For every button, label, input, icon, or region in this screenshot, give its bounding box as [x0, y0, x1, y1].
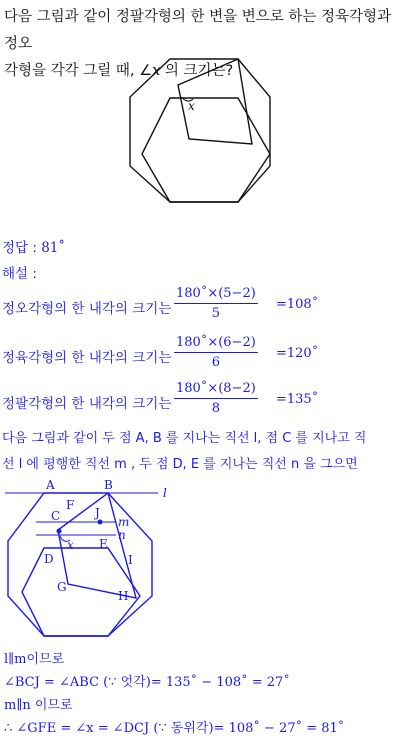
explanation-paragraph [2, 426, 398, 478]
conclusion-line-4: ∴ ∠GFE = ∠x = ∠DCJ (∵ 동위각)= 108˚ − 27˚ = 81˚ [4, 721, 345, 736]
conclusion-line-1: l∥m이므로 [4, 652, 65, 667]
angle-symbol: ∠ [139, 63, 153, 79]
label-F: F [66, 498, 75, 512]
fraction-1 [174, 286, 258, 321]
fraction-3 [174, 381, 258, 416]
label-D: D [44, 552, 54, 566]
question-line-1: 다음 그림과 같이 정팔각형의 한 변을 변으로 하는 정육각형과 정오 [4, 9, 392, 52]
answer [2, 236, 65, 256]
label-x: x [67, 538, 74, 552]
octagon-shape [130, 59, 270, 202]
conclusion [4, 648, 398, 740]
hexagon-shape [142, 98, 270, 202]
label-l: l [163, 486, 167, 500]
label-G: G [57, 580, 67, 594]
result-3: =135˚ [276, 392, 319, 407]
fraction-3-denominator: 8 [211, 401, 221, 416]
label-E: E [99, 537, 108, 551]
figure-octagon-hexagon-pentagon [0, 0, 400, 220]
paragraph-line-2: 선 l 에 평행한 직선 m , 두 점 D, E 를 지나는 직선 n 을 그으면 [2, 457, 358, 472]
point-J-dot [98, 520, 103, 525]
conclusion-line-3: m∥n 이므로 [4, 698, 73, 713]
result-2: =120˚ [276, 346, 319, 361]
label-A: A [46, 478, 55, 492]
label-H: H [118, 589, 129, 603]
fraction-1-numerator: 180˚×(5−2) [174, 286, 258, 304]
fraction-2 [174, 335, 258, 370]
question-line-2-suffix: 의 크기는? [160, 63, 234, 79]
result-1: =108˚ [276, 297, 319, 312]
paragraph-line-1: 다음 그림과 같이 두 점 A, B 를 지나는 직선 l, 점 C 를 지나고 직 [2, 431, 367, 446]
label-n: n [118, 528, 126, 542]
variable-x: x [152, 63, 161, 79]
label-m: m [118, 515, 130, 529]
figure1-label-x: x [188, 99, 195, 113]
fraction-3-numerator: 180˚×(8−2) [174, 381, 258, 399]
label-I: I [128, 553, 133, 567]
fraction-1-denominator: 5 [211, 306, 221, 321]
explanation-row-2-text: 정육각형의 한 내각의 크기는 [2, 350, 172, 366]
explanation-row-1-text: 정오각형의 한 내각의 크기는 [2, 301, 172, 317]
answer-value: 81˚ [41, 240, 66, 256]
point-C-dot [57, 529, 62, 534]
label-C: C [51, 509, 61, 523]
label-B: B [104, 478, 113, 492]
explanation-label: 해설 : [2, 266, 37, 282]
explanation-row-3-text: 정팔각형의 한 내각의 크기는 [2, 396, 172, 412]
conclusion-line-2: ∠BCJ = ∠ABC (∵ 엇각)= 135˚ − 108˚ = 27˚ [4, 675, 290, 690]
fraction-2-denominator: 6 [211, 355, 221, 370]
label-J: J [95, 506, 100, 520]
answer-label: 정답 : [2, 240, 42, 256]
fraction-2-numerator: 180˚×(6−2) [174, 335, 258, 353]
figure-parallel-lines [0, 474, 200, 644]
question-line-2-prefix: 각형을 각각 그릴 때, [4, 63, 140, 79]
